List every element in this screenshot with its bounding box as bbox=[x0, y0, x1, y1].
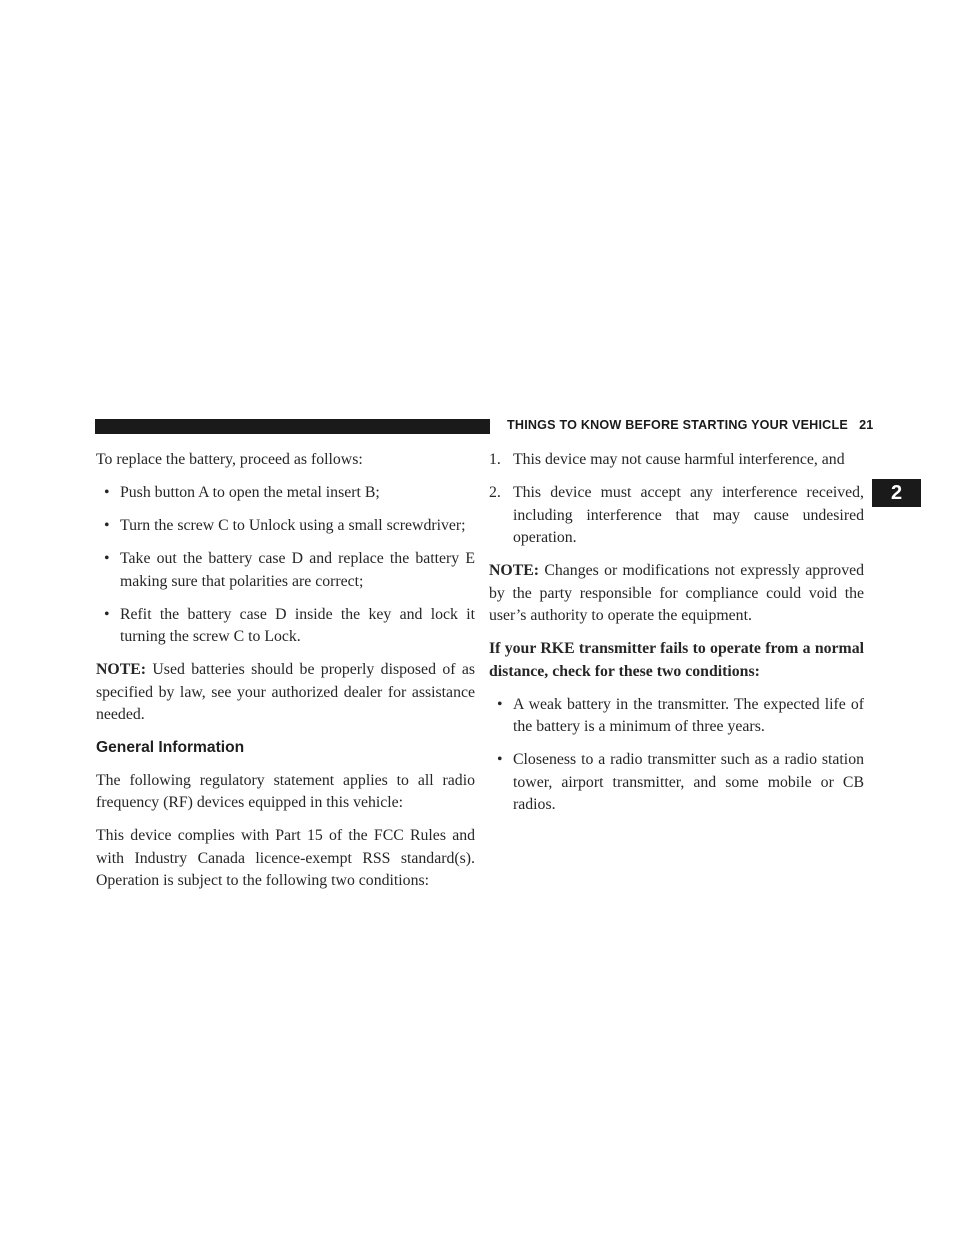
list-item: • Closeness to a radio transmitter such as a radio station tower, airport transmitter, and some mobile or CB radios. bbox=[497, 751, 864, 813]
numbered-item: 1. This device may not cause harmful interference, and bbox=[489, 451, 845, 468]
bullet-icon: • bbox=[104, 484, 110, 501]
intro-paragraph: To replace the battery, proceed as follows: bbox=[96, 451, 363, 468]
section-heading: General Information bbox=[96, 739, 245, 756]
list-item: • Turn the screw C to Unlock using a small screwdriver; bbox=[96, 515, 475, 538]
list-item: • Refit the battery case D inside the key and lock it turning the screw C to Lock. bbox=[104, 605, 475, 645]
list-item: • Take out the battery case D and replace the battery E making sure that polarities are correct; bbox=[104, 550, 475, 590]
note-label: NOTE: bbox=[96, 661, 147, 678]
note-label: NOTE: bbox=[489, 562, 540, 579]
body-paragraph: This device complies with Part 15 of the FCC Rules and with Industry Canada licence-exempt RSS standard(s). Operation is subject to the following two conditions: bbox=[96, 827, 475, 889]
bullet-icon: • bbox=[104, 517, 110, 534]
note-paragraph: NOTE: Changes or modifications not expressly approved by the party responsible for compliance could void the user’s authority to operate the equipment. bbox=[489, 562, 864, 624]
right-column bbox=[489, 449, 864, 827]
list-item: • Push button A to open the metal insert B; bbox=[96, 482, 475, 505]
left-column bbox=[96, 449, 475, 903]
running-header bbox=[507, 418, 873, 432]
section-title: THINGS TO KNOW BEFORE STARTING YOUR VEHICLE bbox=[507, 418, 848, 432]
bullet-icon: • bbox=[104, 605, 110, 623]
condition-heading: If your RKE transmitter fails to operate from a normal distance, check for these two conditions: bbox=[489, 640, 864, 680]
header-rule bbox=[95, 419, 490, 434]
bullet-icon: • bbox=[497, 751, 503, 768]
body-paragraph: The following regulatory statement applies to all radio frequency (RF) devices equipped in this vehicle: bbox=[96, 771, 475, 811]
bullet-icon: • bbox=[104, 550, 110, 567]
list-item: • A weak battery in the transmitter. The expected life of the battery is a minimum of three years. bbox=[497, 695, 864, 735]
numbered-item: 2. This device must accept any interference received, including interference that may cause undesired operation. bbox=[489, 484, 864, 546]
bullet-icon: • bbox=[497, 695, 503, 713]
page-number: 21 bbox=[859, 418, 874, 432]
chapter-tab: 2 bbox=[872, 479, 921, 507]
note-paragraph: NOTE: Used batteries should be properly disposed of as specified by law, see your authorized dealer for assistance needed. bbox=[96, 661, 475, 723]
